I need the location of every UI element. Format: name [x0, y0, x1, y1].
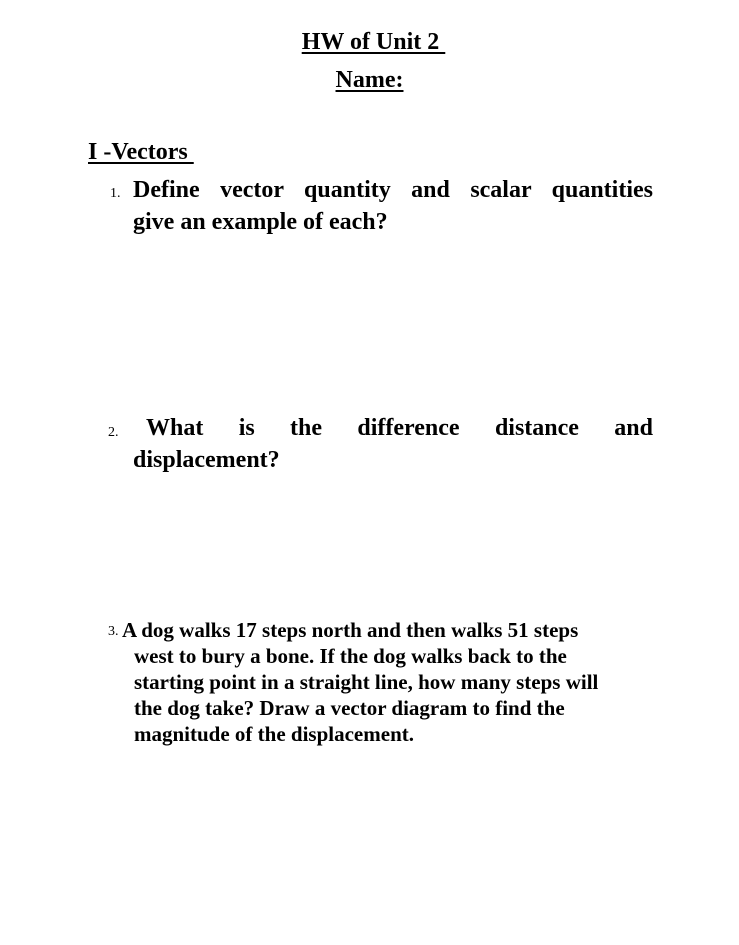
question-number: 3.: [108, 624, 119, 639]
question-number: 1.: [110, 186, 121, 201]
section-heading-vectors: I -Vectors: [88, 139, 194, 165]
question-line: starting point in a straight line, how many steps will: [134, 670, 599, 694]
question-line: magnitude of the displacement.: [134, 722, 414, 746]
name-label: [0, 66, 739, 94]
question-2: [133, 412, 653, 476]
question-line: displacement?: [133, 447, 280, 473]
question-3: [122, 617, 662, 747]
question-number: 2.: [108, 425, 119, 440]
question-1: [133, 174, 653, 238]
question-line: give an example of each?: [133, 209, 388, 235]
page-title: [0, 28, 739, 56]
question-line: west to bury a bone. If the dog walks back to the: [134, 644, 567, 668]
question-line: A dog walks 17 steps north and then walks 51 steps: [122, 618, 579, 642]
question-line: Define vector quantity and scalar quantities: [133, 177, 653, 203]
question-line: the dog take? Draw a vector diagram to find the: [134, 696, 565, 720]
question-line: What is the difference distance and: [146, 415, 653, 441]
page-title-text: HW of Unit 2: [301, 29, 446, 55]
name-label-text: Name:: [335, 67, 404, 93]
